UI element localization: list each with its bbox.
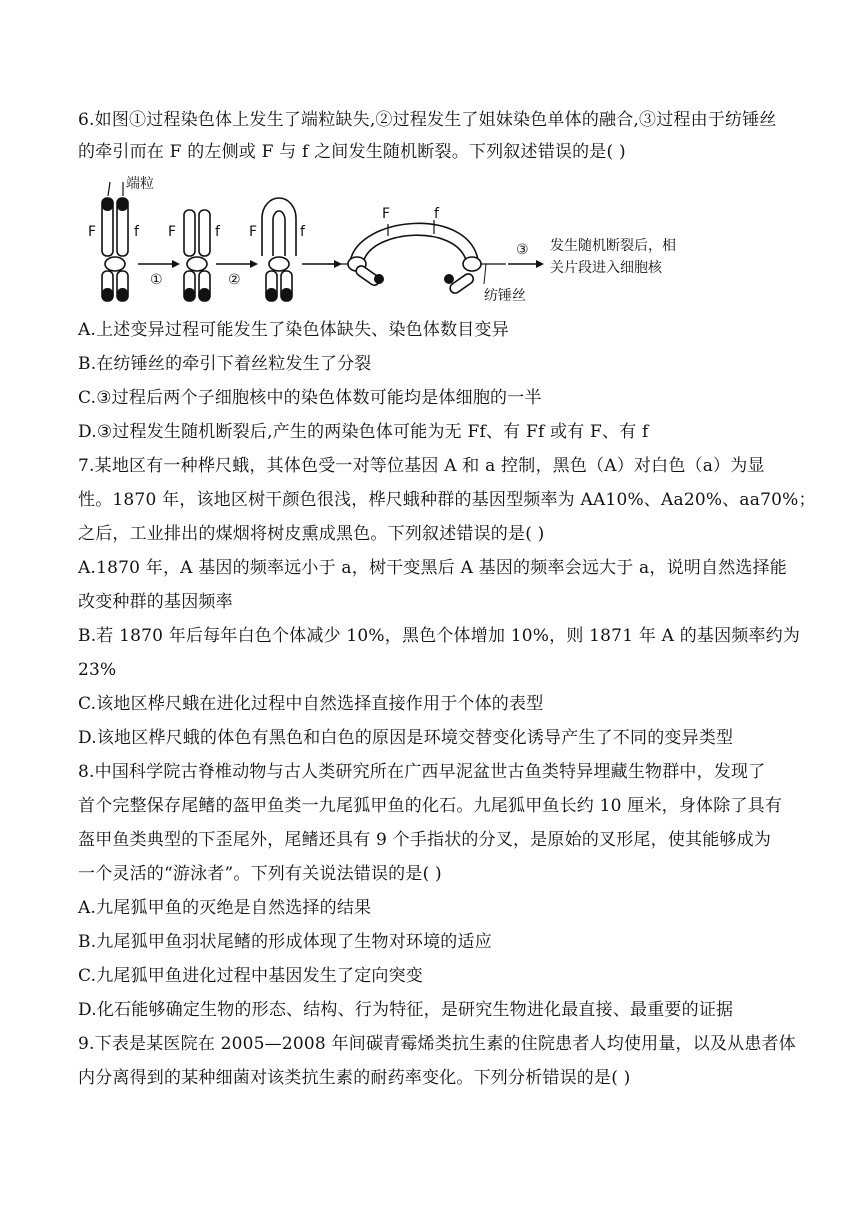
label-f-4: f [434,206,439,222]
q7-stem-line-1: 7.某地区有一种桦尺蛾，其体色受一对等位基因 A 和 a 控制，黑色（A）对白色（a）为显 [78,456,765,476]
step-3-label: ③ [516,242,529,258]
chromosome-telomere-lost [168,210,221,301]
q9-stem-line-1: 9.下表是某医院在 2005—2008 年间碳青霉烯类抗生素的住院患者人均使用量，以及从患者体 [78,1034,796,1054]
q8-option-a: A.九尾狐甲鱼的灭绝是自然选择的结果 [78,898,372,918]
q7-stem-line-3: 之后，工业排出的煤烟将树皮熏成黑色。下列叙述错误的是( ) [78,524,545,544]
q8-option-d: D.化石能够确定生物的形态、结构、行为特征，是研究生物进化最直接、最重要的证据 [78,1000,734,1020]
q7-option-a-line-1: A.1870 年，A 基因的频率远小于 a，树干变黑后 A 基因的频率会远大于 a，说明自然选择能 [78,558,787,578]
chromosome-original [88,176,154,301]
chromosome-figure [88,176,708,304]
q8-stem-line-1: 8.中国科学院古脊椎动物与古人类研究所在广西早泥盆世古鱼类特异埋藏生物群中，发现了 [78,762,766,782]
q7-option-d: D.该地区桦尺蛾的体色有黑色和白色的原因是环境交替变化诱导产生了不同的变异类型 [78,728,734,748]
q6-option-a: A.上述变异过程可能发生了染色体缺失、染色体数目变异 [78,320,509,340]
label-F-3: F [249,224,258,240]
result-text-line-2: 关片段进入细胞核 [550,260,662,276]
q8-stem-line-4: 一个灵活的“游泳者”。下列有关说法错误的是( ) [78,864,442,884]
q7-option-c: C.该地区桦尺蛾在进化过程中自然选择直接作用于个体的表型 [78,694,544,714]
q7-stem-line-2: 性。1870 年，该地区树干颜色很浅，桦尺蛾种群的基因型频率为 AA10%、Aa20%、aa70%； [78,490,816,510]
label-F-1: F [88,224,97,240]
q6-option-c: C.③过程后两个子细胞核中的染色体数可能均是体细胞的一半 [78,388,542,408]
label-f-3: f [300,224,305,240]
q6-option-d: D.③过程发生随机断裂后,产生的两染色体可能为无 Ff、有 Ff 或有 F、有 f [78,422,649,442]
chromosome-bridge [328,206,506,295]
label-spindle: 纺锤丝 [484,288,526,304]
q8-option-c: C.九尾狐甲鱼进化过程中基因发生了定向突变 [78,966,424,986]
q9-stem-line-2: 内分离得到的某种细菌对该类抗生素的耐药率变化。下列分析错误的是( ) [78,1068,631,1088]
step-2-label: ② [228,272,241,288]
q6-stem-line-1: 6.如图①过程染色体上发生了端粒缺失,②过程发生了姐妹染色单体的融合,③过程由于纺锤丝 [78,110,777,130]
label-F-2: F [168,224,177,240]
q8-stem-line-3: 盔甲鱼类典型的下歪尾外，尾鳍还具有 9 个手指状的分叉，是原始的叉形尾，使其能够成为 [78,830,772,850]
q6-stem-line-2: 的牵引而在 F 的左侧或 F 与 f 之间发生随机断裂。下列叙述错误的是( ) [78,142,626,162]
q8-stem-line-2: 首个完整保存尾鳍的盔甲鱼类一九尾狐甲鱼的化石。九尾狐甲鱼长约 10 厘米，身体除了具有 [78,796,783,816]
q6-option-b: B.在纺锤丝的牵引下着丝粒发生了分裂 [78,354,372,374]
chromosome-fused [249,198,306,301]
q8-option-b: B.九尾狐甲鱼羽状尾鳍的形成体现了生物对环境的适应 [78,932,492,952]
label-f-2: f [215,224,220,240]
q7-option-a-line-2: 改变种群的基因频率 [78,592,233,612]
q7-option-b-line-2: 23% [78,660,117,680]
label-f-1: f [134,224,139,240]
q7-option-b-line-1: B.若 1870 年后每年白色个体减少 10%，黑色个体增加 10%，则 1871 年 A 的基因频率约为 [78,626,801,646]
result-text-line-1: 发生随机断裂后，相 [550,238,676,254]
label-telomere: 端粒 [126,176,154,192]
step-1-label: ① [150,272,163,288]
label-F-4: F [382,206,391,222]
